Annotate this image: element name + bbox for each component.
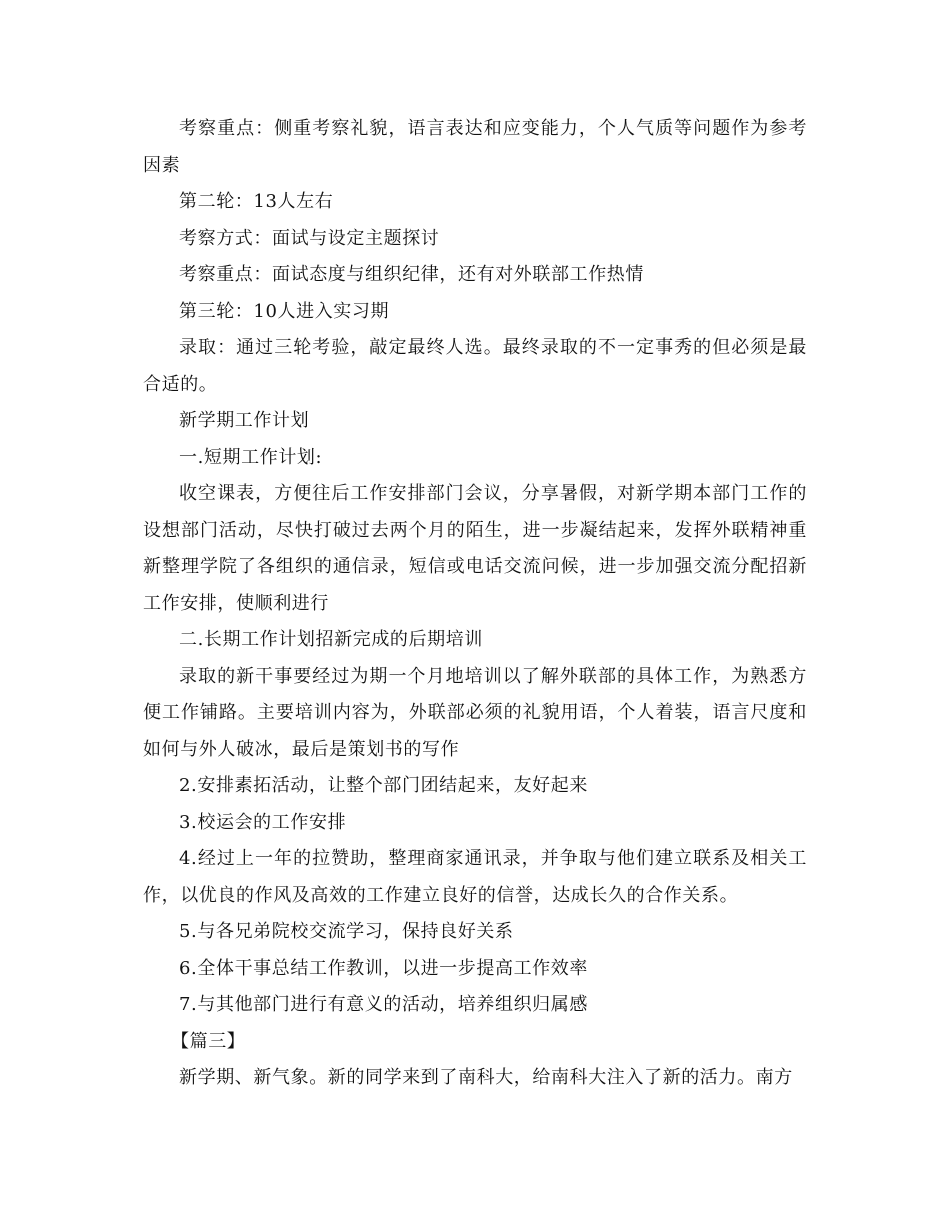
document-body: [143, 111, 807, 1097]
list-item: 2.安排素拓活动，让整个部门团结起来，友好起来: [179, 775, 588, 796]
paragraph: 收空课表，方便往后工作安排部门会议，分享暑假，对新学期本部门工作的设想部门活动，尽快打破过去两个月的陌生，进一步凝结起来，发挥外联精神重新整理学院了各组织的通信录，短信或电话交流问候，进一步加强交流分配招新工作安排，使顺利进行: [143, 483, 807, 614]
list-item: 5.与各兄弟院校交流学习，保持良好关系: [179, 921, 514, 942]
paragraph: 第三轮：10人进入实习期: [179, 300, 390, 322]
chapter-marker: 【篇三】: [171, 1030, 246, 1052]
list-item: 6.全体干事总结工作教训，以进一步提高工作效率: [179, 957, 588, 979]
section-heading: 二.长期工作计划招新完成的后期培训: [179, 629, 483, 650]
list-item: 7.与其他部门进行有意义的活动，培养组织归属感: [179, 994, 588, 1015]
list-item: 4.经过上一年的拉赞助，整理商家通讯录，并争取与他们建立联系及相关工作，以优良的作风及高效的工作建立良好的信誉，达成长久的合作关系。: [143, 848, 807, 906]
paragraph: 第二轮：13人左右: [179, 191, 334, 212]
paragraph: 考察方式：面试与设定主题探讨: [179, 227, 440, 249]
paragraph: 考察重点：侧重考察礼貌，语言表达和应变能力，个人气质等问题作为参考因素: [143, 118, 807, 176]
section-heading: 一.短期工作计划:: [179, 446, 323, 468]
paragraph: 考察重点：面试态度与组织纪律，还有对外联部工作热情: [179, 264, 644, 285]
paragraph: 录取的新干事要经过为期一个月地培训以了解外联部的具体工作，为熟悉方便工作铺路。主要培训内容为，外联部必须的礼貌用语，个人着装，语言尺度和如何与外人破冰，最后是策划书的写作: [143, 665, 807, 760]
paragraph: 录取：通过三轮考验，敲定最终人选。最终录取的不一定事秀的但必须是最合适的。: [143, 337, 807, 395]
list-item: 3.校运会的工作安排: [179, 811, 347, 833]
paragraph: 新学期、新气象。新的同学来到了南科大，给南科大注入了新的活力。南方: [179, 1067, 793, 1088]
section-heading: 新学期工作计划: [179, 410, 310, 431]
